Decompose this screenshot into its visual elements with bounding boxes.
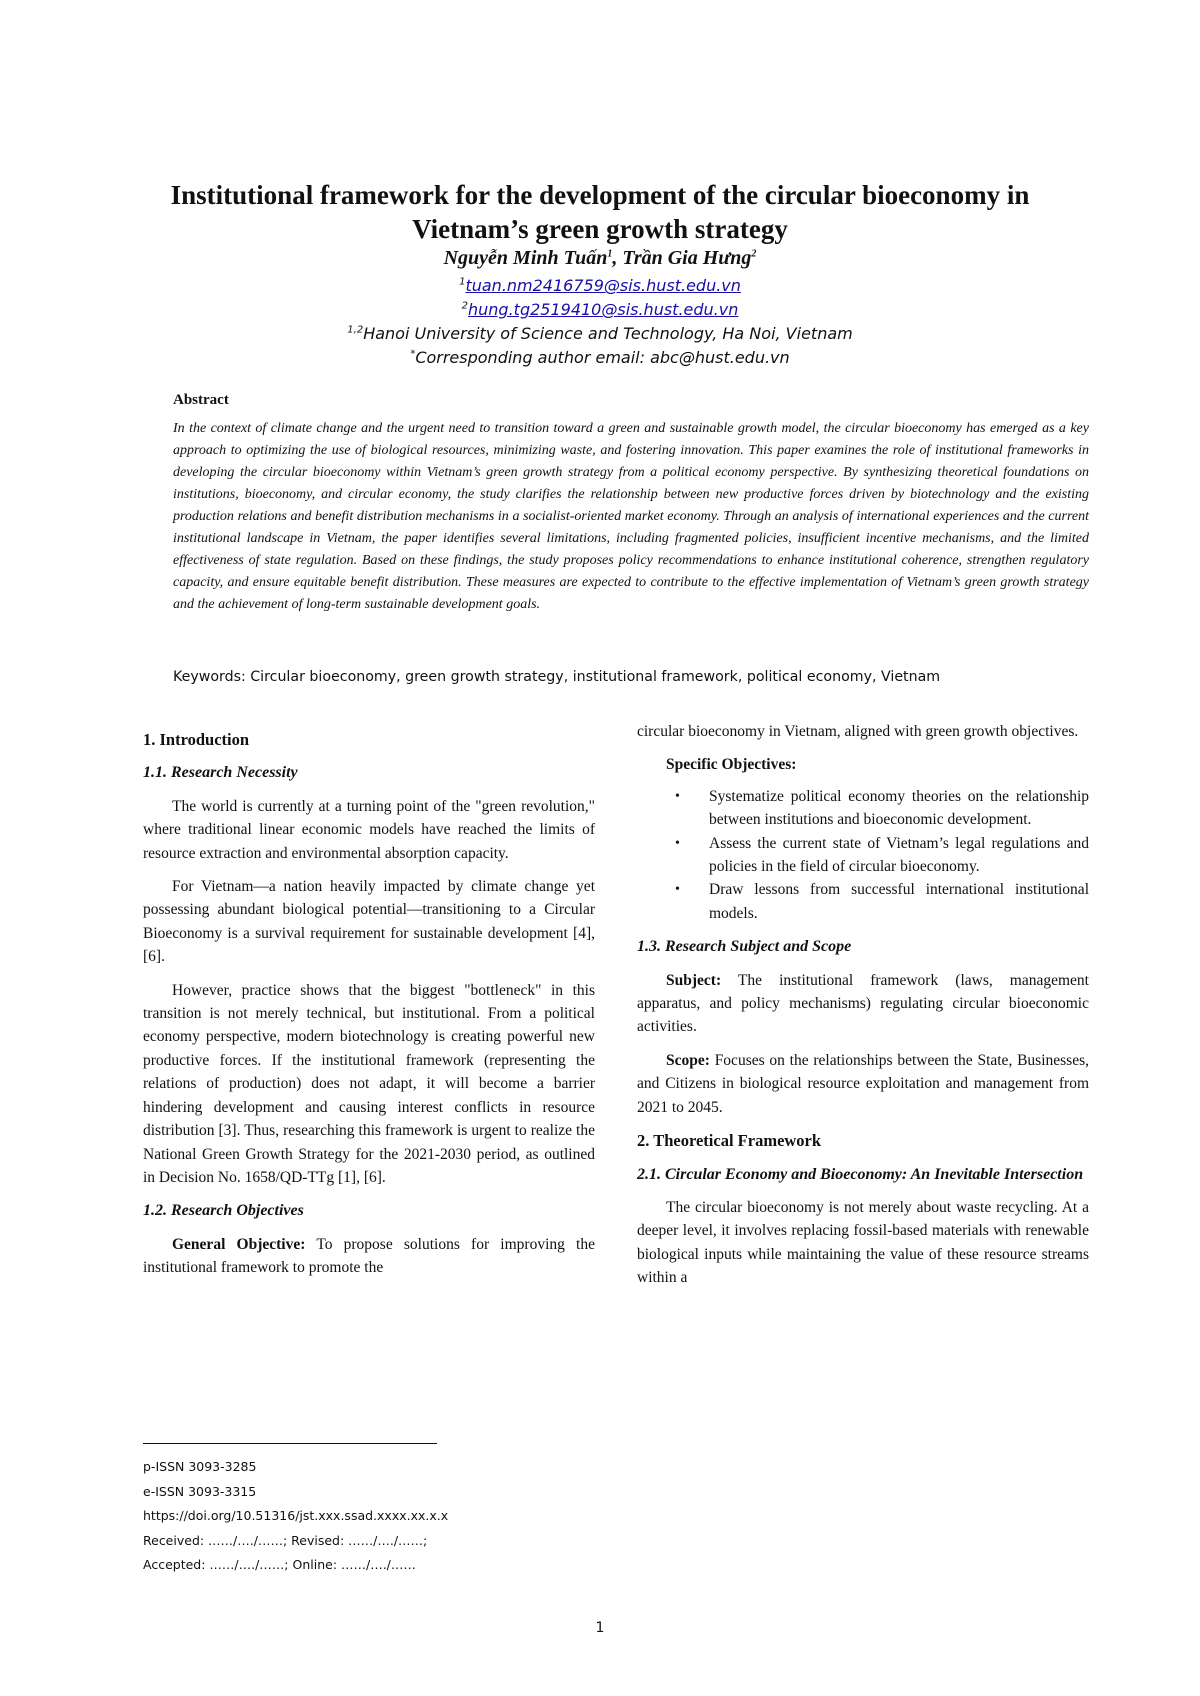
right-column xyxy=(637,720,1089,1300)
footnote-doi: https://doi.org/10.51316/jst.xxx.ssad.xxxx.xx.x.x xyxy=(143,1508,449,1523)
paragraph-scope xyxy=(637,1049,1089,1119)
paper-title xyxy=(120,178,1080,246)
section-heading-theory: 2. Theoretical Framework xyxy=(637,1131,822,1151)
affiliation-line xyxy=(120,324,1080,344)
abstract-heading: Abstract xyxy=(173,392,229,408)
email-1-link[interactable]: tuan.nm2416759@sis.hust.edu.vn xyxy=(465,276,741,295)
email-2-link[interactable]: hung.tg2519410@sis.hust.edu.vn xyxy=(468,300,739,319)
subsection-heading-scope: 1.3. Research Subject and Scope xyxy=(637,938,852,956)
email-line-1 xyxy=(120,276,1080,296)
author-2: Trần Gia Hưng xyxy=(622,247,752,269)
affiliation-sup: 1,2 xyxy=(347,324,364,336)
email-2-sup: 2 xyxy=(461,300,468,312)
paragraph-theory: The circular bioeconomy is not merely about waste recycling. At a deeper level, it involves replacing fossil-based materials with renewable biological inputs while maintaining the value of these resource streams within a xyxy=(637,1198,1089,1287)
list-item: • Draw lessons from successful international institutional models. xyxy=(709,878,1089,925)
subject-label: Subject: xyxy=(666,971,722,989)
general-objective-label: General Objective: xyxy=(172,1235,306,1253)
footnote-divider xyxy=(143,1443,437,1444)
footnote-eissn: e-ISSN 3093-3315 xyxy=(143,1483,257,1499)
list-item: • Systematize political economy theories on the relationship between institutions and bioeconomic development. xyxy=(709,785,1089,832)
scope-label: Scope: xyxy=(666,1051,710,1069)
footnote-received: Received: ……/…./……; Revised: ……/…./……; xyxy=(143,1532,428,1548)
footnote-pissn: p-ISSN 3093-3285 xyxy=(143,1459,257,1474)
abstract-text: In the context of climate change and the urgent need to transition toward a green and sustainable growth model, the circular bioeconomy has emerged as a key approach to optimizing the use of biological resources, minimizing waste, and fostering innovation. This paper examines the role of institutional frameworks in developing the circular bioeconomy within Vietnam’s green growth strategy from a political economy perspective. By synthesizing theoretical foundations on institutions, bioeconomy, and circular economy, the study clarifies the relationship between new productive forces driven by biotechnology and the existing production relations and benefit distribution mechanisms in a socialist-oriented market economy. Through an analysis of international experiences and the current institutional landscape in Vietnam, the paper identifies several limitations, including fragmented policies, insufficient incentive mechanisms, and the limited effectiveness of state regulation. Based on these findings, the study proposes policy recommendations to enhance institutional coherence, strengthen regulatory capacity, and ensure equitable benefit distribution. These measures are expected to contribute to the effective implementation of Vietnam’s green growth strategy and the achievement of long-term sustainable development goals. xyxy=(173,421,1089,612)
email-1-sup: 1 xyxy=(459,276,466,288)
affiliation: Hanoi University of Science and Technology, Ha Noi, Vietnam xyxy=(363,324,853,343)
specific-objectives-list xyxy=(637,785,1089,925)
section-heading-introduction: 1. Introduction xyxy=(143,730,250,749)
footnote-accepted: Accepted: ……/…./……; Online: ……/…./…… xyxy=(143,1557,416,1572)
subsection-heading-necessity: 1.1. Research Necessity xyxy=(143,764,298,782)
left-column xyxy=(143,720,595,1290)
page-number: 1 xyxy=(595,1620,605,1636)
keywords-line: Keywords: Circular bioeconomy, green growth strategy, institutional framework, political economy, Vietnam xyxy=(173,669,941,685)
subject-text: The institutional framework (laws, management apparatus, and policy mechanisms) regulating circular bioeconomic activities. xyxy=(637,971,1089,1036)
corresponding-line xyxy=(120,348,1080,368)
paragraph-general-objective xyxy=(143,1233,595,1280)
specific-objectives-heading: Specific Objectives: xyxy=(666,756,797,774)
subsection-heading-objectives: 1.2. Research Objectives xyxy=(143,1202,304,1220)
paragraph-necessity-2: For Vietnam—a nation heavily impacted by climate change yet possessing abundant biological potential—transitioning to a Circular Bioeconomy is a survival requirement for sustainable development [4], [6]. xyxy=(143,878,595,966)
paragraph-subject xyxy=(637,969,1089,1039)
title-line-2: Vietnam’s green growth strategy xyxy=(412,214,788,244)
author-1: Nguyễn Minh Tuấn xyxy=(443,247,608,269)
scope-text: Focuses on the relationships between the State, Businesses, and Citizens in biological resource exploitation and management from 2021 to 2045. xyxy=(637,1051,1089,1116)
list-item: • Assess the current state of Vietnam’s legal regulations and policies in the field of circular bioeconomy. xyxy=(709,832,1089,879)
paragraph-necessity-1: The world is currently at a turning point of the "green revolution," where traditional linear economic models have reached the limits of resource extraction and environmental absorption capacity. xyxy=(143,797,595,862)
author-line xyxy=(120,246,1080,270)
title-line-1: Institutional framework for the development of the circular bioeconomy in xyxy=(170,180,1030,210)
footnotes xyxy=(143,1455,595,1578)
paragraph-necessity-3: However, practice shows that the biggest "bottleneck" in this transition is not merely technical, but institutional. From a political economy perspective, modern biotechnology is creating powerful new productive forces. If the institutional framework (representing the relations of production) does not adapt, it will become a barrier hindering development and causing interest conflicts in resource distribution [3]. Thus, researching this framework is urgent to realize the National Green Growth Strategy for the 2021-2030 period, as outlined in Decision No. 1658/QD-TTg [1], [6]. xyxy=(143,981,595,1186)
paragraph-objective-continued: circular bioeconomy in Vietnam, aligned with green growth objectives. xyxy=(637,723,1079,740)
general-objective-text: To propose solutions for improving the institutional framework to promote the xyxy=(143,1235,595,1277)
author-2-sup: 2 xyxy=(751,248,757,260)
author-separator: , xyxy=(612,247,623,269)
corresponding-sup: * xyxy=(410,348,416,360)
corresponding-email: Corresponding author email: abc@hust.edu.vn xyxy=(415,348,790,367)
email-line-2 xyxy=(120,300,1080,320)
author-1-sup: 1 xyxy=(607,248,613,260)
subsection-heading-circular: 2.1. Circular Economy and Bioeconomy: An Inevitable Intersection xyxy=(637,1165,1084,1183)
